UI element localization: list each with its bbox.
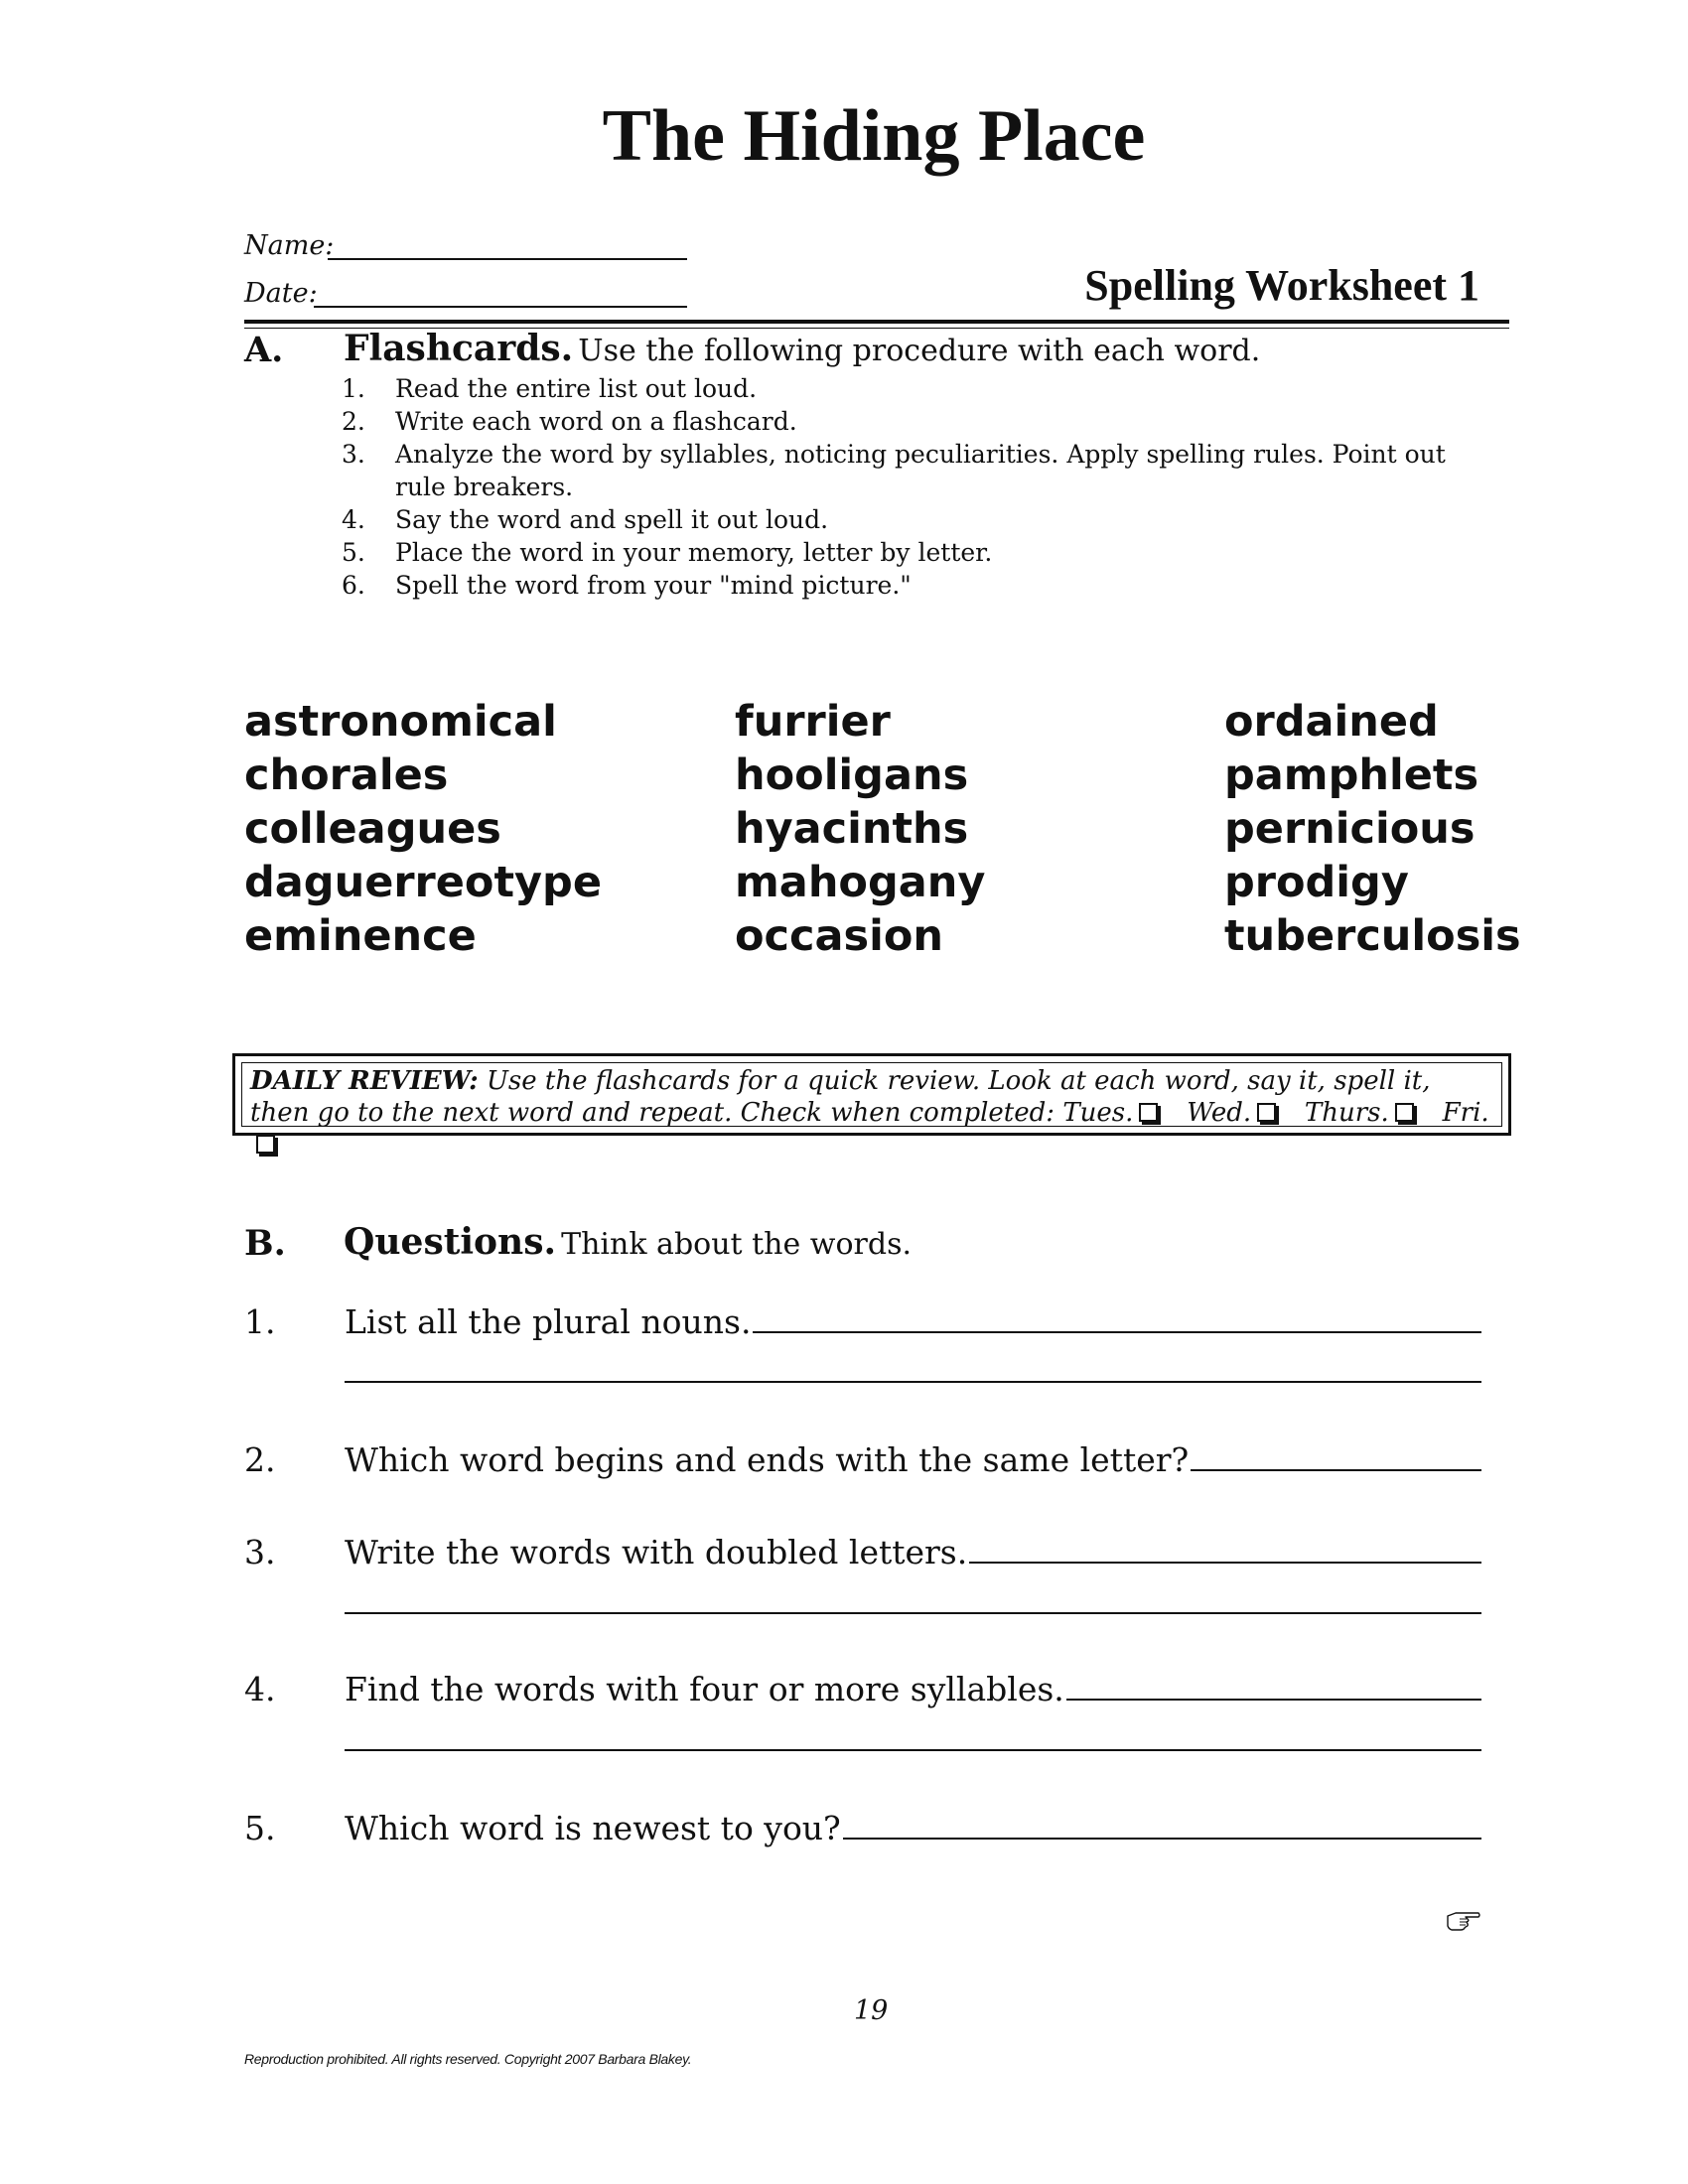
date-label: Date: bbox=[244, 278, 318, 309]
spelling-word: ordained bbox=[1224, 697, 1439, 747]
spelling-word: furrier bbox=[735, 697, 891, 747]
spelling-word: daguerreotype bbox=[244, 858, 602, 907]
date-field[interactable] bbox=[314, 306, 687, 308]
list-item bbox=[342, 569, 1483, 602]
spelling-word: eminence bbox=[244, 911, 477, 961]
answer-line[interactable] bbox=[753, 1331, 1481, 1333]
step-text: Write each word on a flashcard. bbox=[395, 407, 797, 436]
answer-line[interactable] bbox=[345, 1381, 1481, 1383]
name-field[interactable] bbox=[328, 258, 687, 260]
question-number: 4. bbox=[244, 1670, 276, 1708]
question-number: 3. bbox=[244, 1533, 276, 1571]
word-column-1 bbox=[244, 695, 602, 963]
spelling-word: hyacinths bbox=[735, 804, 969, 854]
step-text: Place the word in your memory, letter by letter. bbox=[395, 538, 993, 567]
header-rule bbox=[244, 320, 1509, 324]
step-number: 2. bbox=[342, 407, 365, 436]
spelling-word: hooligans bbox=[735, 751, 969, 800]
step-number: 1. bbox=[342, 374, 365, 403]
day-fri: Fri. bbox=[1442, 1098, 1489, 1128]
checkbox-tues[interactable] bbox=[1139, 1103, 1158, 1122]
section-a-letter: A. bbox=[244, 330, 284, 370]
step-text: Read the entire list out loud. bbox=[395, 374, 758, 403]
spelling-word: colleagues bbox=[244, 804, 501, 854]
checkbox-fri[interactable] bbox=[256, 1135, 275, 1154]
step-number: 4. bbox=[342, 505, 365, 534]
step-text: Analyze the word by syllables, noticing peculiarities. Apply spelling rules. Point out rule breakers. bbox=[395, 440, 1446, 501]
spelling-word: pamphlets bbox=[1224, 751, 1479, 800]
daily-review-box bbox=[232, 1053, 1511, 1136]
question-text: Write the words with doubled letters. bbox=[345, 1533, 968, 1571]
answer-line[interactable] bbox=[345, 1612, 1481, 1614]
answer-line[interactable] bbox=[1066, 1699, 1481, 1701]
copyright-notice: Reproduction prohibited. All rights reserved. Copyright 2007 Barbara Blakey. bbox=[244, 2051, 692, 2067]
question-number: 2. bbox=[244, 1440, 276, 1479]
day-thurs: Thurs. bbox=[1304, 1098, 1389, 1128]
answer-line[interactable] bbox=[969, 1562, 1481, 1564]
day-tues: Tues. bbox=[1062, 1098, 1134, 1128]
answer-line[interactable] bbox=[1191, 1469, 1481, 1471]
step-number: 3. bbox=[342, 440, 365, 469]
question-3 bbox=[244, 1533, 1481, 1571]
question-number: 1. bbox=[244, 1302, 276, 1341]
spelling-word: chorales bbox=[244, 751, 449, 800]
daily-review-label: DAILY REVIEW: bbox=[250, 1066, 479, 1096]
spelling-word: prodigy bbox=[1224, 858, 1409, 907]
question-text: List all the plural nouns. bbox=[345, 1302, 752, 1341]
question-5 bbox=[244, 1809, 1481, 1847]
question-number: 5. bbox=[244, 1809, 276, 1847]
answer-line[interactable] bbox=[843, 1838, 1481, 1840]
page-number: 19 bbox=[854, 1995, 889, 2026]
step-text: Spell the word from your "mind picture." bbox=[395, 571, 912, 600]
question-2 bbox=[244, 1440, 1481, 1479]
day-wed: Wed. bbox=[1187, 1098, 1252, 1128]
word-column-2 bbox=[735, 695, 985, 963]
list-item bbox=[342, 438, 1483, 503]
answer-line[interactable] bbox=[345, 1749, 1481, 1751]
pointing-hand-icon bbox=[1446, 1908, 1481, 1932]
spelling-word: pernicious bbox=[1224, 804, 1476, 854]
question-1 bbox=[244, 1302, 1481, 1341]
step-text: Say the word and spell it out loud. bbox=[395, 505, 829, 534]
list-item bbox=[342, 503, 1483, 536]
name-label: Name: bbox=[244, 230, 335, 261]
section-b-header bbox=[344, 1221, 912, 1263]
section-a-text: Use the following procedure with each word. bbox=[578, 334, 1261, 368]
list-item bbox=[342, 372, 1483, 405]
question-text: Which word is newest to you? bbox=[345, 1809, 841, 1847]
daily-review-text: Use the flashcards for a quick review. Look at each word, say it, spell it, then go to the next word and repeat. Check when completed: bbox=[250, 1066, 1431, 1128]
section-b-heading: Questions. bbox=[344, 1221, 556, 1263]
section-b-text: Think about the words. bbox=[561, 1227, 913, 1262]
spelling-word: tuberculosis bbox=[1224, 911, 1521, 961]
question-text: Which word begins and ends with the same letter? bbox=[345, 1440, 1190, 1479]
step-number: 6. bbox=[342, 571, 365, 600]
section-b-letter: B. bbox=[244, 1223, 286, 1264]
procedure-list bbox=[342, 372, 1483, 602]
daily-review-content bbox=[241, 1062, 1502, 1127]
question-text: Find the words with four or more syllables. bbox=[345, 1670, 1064, 1708]
word-column-3 bbox=[1224, 695, 1521, 963]
worksheet-title: Spelling Worksheet 1 bbox=[1084, 261, 1479, 310]
checkbox-wed[interactable] bbox=[1257, 1103, 1276, 1122]
page-title: The Hiding Place bbox=[602, 95, 1146, 177]
step-number: 5. bbox=[342, 538, 365, 567]
section-a-header bbox=[344, 328, 1260, 369]
spelling-word: astronomical bbox=[244, 697, 557, 747]
list-item bbox=[342, 405, 1483, 438]
checkbox-thurs[interactable] bbox=[1395, 1103, 1414, 1122]
question-4 bbox=[244, 1670, 1481, 1708]
spelling-word: occasion bbox=[735, 911, 944, 961]
section-a-heading: Flashcards. bbox=[344, 328, 574, 369]
list-item bbox=[342, 536, 1483, 569]
spelling-word: mahogany bbox=[735, 858, 986, 907]
